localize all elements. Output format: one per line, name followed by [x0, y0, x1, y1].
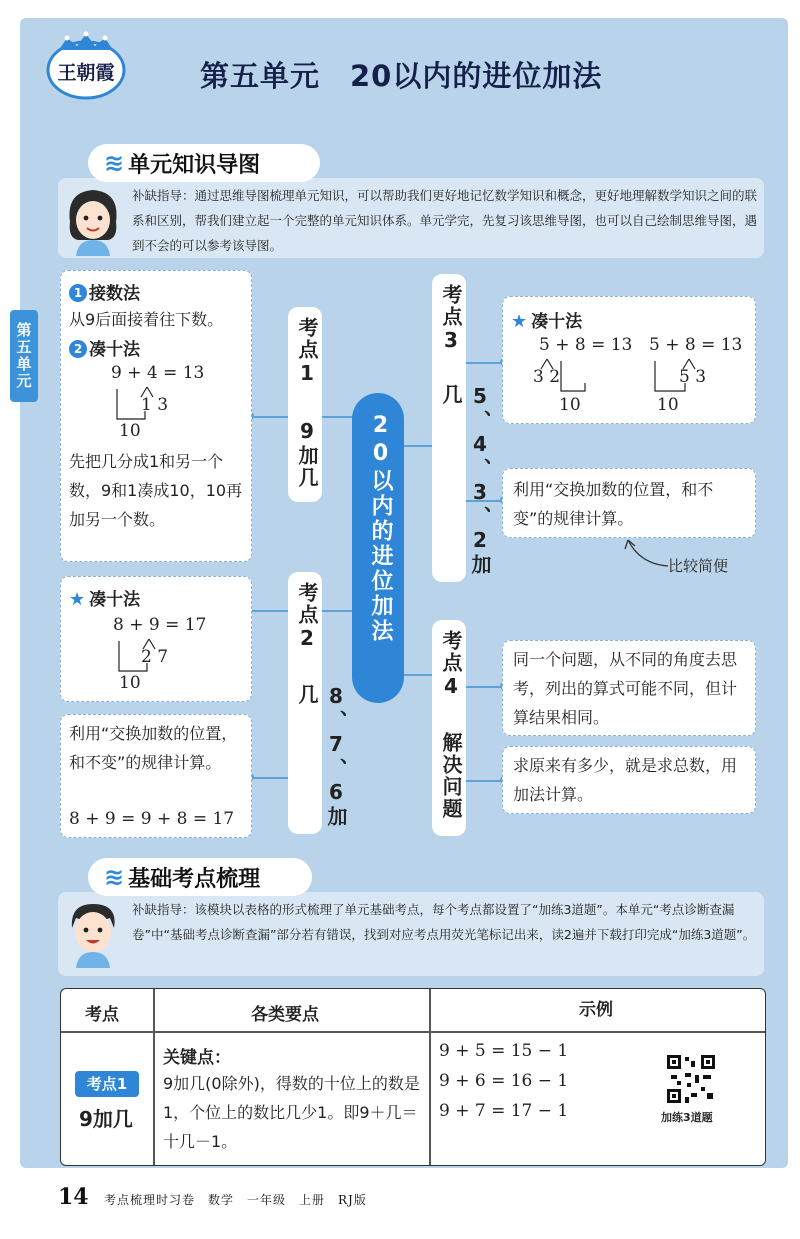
- qr-code-icon[interactable]: [665, 1053, 717, 1105]
- example-2: 9 + 6 = 16 − 1: [439, 1071, 569, 1091]
- qr-label: 加练3道题: [661, 1111, 713, 1124]
- equation-a: 5 + 8 = 13: [539, 335, 633, 355]
- knowledge-map-guidance-text: 补缺指导：通过思维导图梳理单元知识，可以帮助我们更好地记忆数学知识和概念，更好地理解数学知识之间的联系和区别，帮我们建立起一个完整的单元知识体系。单元学完，先复习该思维导图，也可以自己绘制思维导图，遇到不会的可以参考该导图。: [132, 188, 758, 253]
- box-kp3-commutative: [502, 468, 756, 538]
- kp3-topic: 5、4、3、2加几: [439, 384, 492, 576]
- table-header-examples: 示例: [579, 1000, 613, 1020]
- kp1-topic: 9加几: [295, 419, 319, 489]
- publisher-logo: [45, 30, 127, 102]
- problem-solving-text: 同一个问题，从不同的角度去思考，列出的算式可能不同，但计算结果相同。: [513, 650, 738, 727]
- unit-side-tab: 第五单元: [10, 310, 38, 402]
- example-3: 9 + 7 = 17 − 1: [439, 1101, 569, 1121]
- annotation-text: 比较简便: [668, 557, 729, 575]
- section-title: 单元知识导图: [128, 152, 261, 178]
- ten-label-a: 10: [559, 395, 581, 415]
- split-numbers: 1 3: [141, 395, 169, 415]
- method1-text: 从9后面接着往下数。: [69, 310, 224, 329]
- connector-line: [320, 610, 356, 612]
- split-numbers: 2 7: [141, 647, 169, 667]
- kp1-label: 考点1: [295, 317, 319, 387]
- ten-label: 10: [119, 673, 141, 693]
- knowledge-point-table: [60, 988, 766, 1166]
- connector-line: [250, 416, 290, 418]
- footer-book-info: 考点梳理时习卷 数学 一年级 上册 RJ版: [104, 1193, 367, 1207]
- method2-explanation: 先把几分成1和另一个数，9和1凑成10，10再加另一个数。: [69, 452, 243, 529]
- total-text: 求原来有多少，就是求总数，用加法计算。: [513, 756, 738, 804]
- kp4-pill: [432, 620, 466, 836]
- method2-heading: [69, 335, 140, 360]
- kp-name: 9加几: [79, 1107, 133, 1131]
- number-badge-2: 2: [69, 340, 87, 358]
- commutative-text: 利用“交换加数的位置，和不变”的规律计算。: [69, 724, 238, 772]
- wave-icon: ≋: [104, 863, 125, 891]
- kp2-label: 考点2: [295, 582, 319, 652]
- box-kp4-total: [502, 746, 756, 814]
- box-kp4-different-methods: [502, 640, 756, 736]
- ten-label: 10: [119, 421, 141, 441]
- page-number: 14: [58, 1184, 89, 1210]
- wave-icon: ≋: [104, 149, 125, 177]
- box-kp2-commutative: [60, 714, 252, 838]
- page-title: 第五单元 20以内的进位加法: [200, 59, 603, 93]
- connector-line: [400, 674, 434, 676]
- connector-line: [400, 445, 434, 447]
- kp4-topic: 解决问题: [439, 732, 463, 820]
- table-column-divider: [153, 989, 155, 1165]
- method1-title: 接数法: [89, 284, 140, 304]
- table-header-divider: [61, 1031, 765, 1033]
- split-numbers-b: 5 3: [679, 367, 707, 387]
- table-header-key-points: 各类要点: [251, 1005, 319, 1025]
- star-icon: ★: [511, 311, 528, 332]
- kp1-pill: [288, 307, 322, 502]
- method1-heading: [69, 279, 140, 304]
- center-topic-text: 20以内的进位加法: [368, 413, 393, 644]
- key-point-text: 9加几(0除外)，得数的十位上的数是1，个位上的数比几少1。即9＋几＝十几－1。: [163, 1074, 420, 1151]
- commutative-equation: 8 + 9 = 9 + 8 = 17: [69, 809, 235, 829]
- section-title: 基础考点梳理: [128, 866, 261, 892]
- section-header-knowledge-map: [88, 144, 320, 182]
- annotation-arrow-icon: [620, 536, 670, 570]
- kp4-label: 考点4: [439, 630, 463, 700]
- make-ten-title: 凑十法: [89, 590, 141, 610]
- connector-line: [250, 777, 290, 779]
- girl-avatar-icon: [60, 182, 126, 256]
- equation: 8 + 9 = 17: [113, 615, 207, 635]
- kp2-pill: [288, 572, 348, 834]
- number-badge-1: 1: [69, 284, 87, 302]
- method2-title: 凑十法: [89, 340, 140, 360]
- kp3-label: 考点3: [439, 284, 463, 354]
- kp-badge: 考点1: [75, 1071, 139, 1097]
- center-topic-pill: [352, 393, 404, 703]
- kp3-pill: [432, 274, 492, 582]
- split-numbers-a: 3 2: [533, 367, 561, 387]
- connector-line: [320, 416, 356, 418]
- ten-label-b: 10: [657, 395, 679, 415]
- equation: 9 + 4 = 13: [111, 363, 205, 383]
- commutative-text: 利用“交换加数的位置，和不变”的规律计算。: [513, 480, 714, 528]
- connector-line: [250, 610, 290, 612]
- key-point-title: 关键点：: [163, 1048, 231, 1068]
- basic-points-guidance-text: 补缺指导：该模块以表格的形式梳理了单元基础考点，每个考点都设置了“加练3道题”。本单元“考点诊断查漏卷”中“基础考点诊断查漏”部分若有错误，找到对应考点用荧光笔标记出来，读2遍并下载打印完成“加练3道题”。: [132, 902, 756, 942]
- table-column-divider: [429, 989, 431, 1165]
- box-kp3-make-ten: [502, 296, 756, 424]
- make-ten-title: 凑十法: [531, 312, 583, 332]
- make-ten-heading: [511, 307, 582, 332]
- example-1: 9 + 5 = 15 − 1: [439, 1041, 569, 1061]
- table-header-kp: 考点: [85, 1005, 119, 1025]
- equation-b: 5 + 8 = 13: [649, 335, 743, 355]
- box-kp1-methods: [60, 270, 252, 562]
- logo-text: 王朝霞: [57, 62, 115, 84]
- boy-avatar-icon: [60, 894, 126, 968]
- make-ten-heading: [69, 585, 140, 610]
- box-kp2-make-ten: [60, 576, 252, 702]
- star-icon: ★: [69, 589, 86, 610]
- section-header-basic-points: [88, 858, 312, 896]
- kp2-topic: 8、7、6加几: [295, 684, 348, 828]
